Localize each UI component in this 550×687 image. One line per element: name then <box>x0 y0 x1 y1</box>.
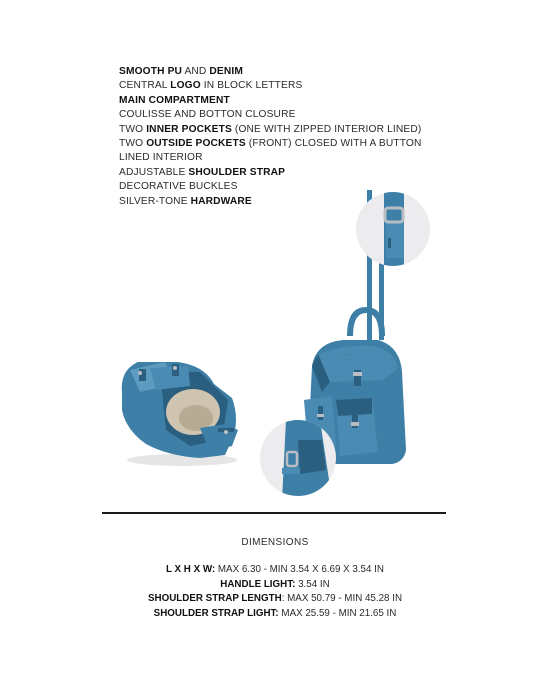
dimension-row <box>0 607 550 622</box>
dimension-label: SHOULDER STRAP LIGHT: <box>153 607 279 619</box>
svg-text:·····: ····· <box>342 352 350 357</box>
divider <box>102 512 446 514</box>
dimension-value: MAX 25.59 - MIN 21.65 IN <box>278 607 397 619</box>
feature-text: TWO <box>119 138 147 150</box>
feature-highlight: LOGO <box>170 80 201 92</box>
dimensions-title: DIMENSIONS <box>241 537 309 548</box>
front-pocket-buckle-detail <box>260 420 336 500</box>
feature-text: IN BLOCK LETTERS <box>200 80 303 92</box>
feature-highlight: MAIN COMPARTMENT <box>119 94 230 106</box>
dimensions-list <box>0 563 550 621</box>
feature-highlight: INNER POCKETS <box>146 123 232 135</box>
feature-highlight: OUTSIDE POCKETS <box>146 138 246 150</box>
feature-text: TWO <box>119 123 147 135</box>
dimension-label: SHOULDER STRAP LENGTH <box>147 593 282 605</box>
feature-highlight: DENIM <box>209 66 243 77</box>
dimension-value: MAX 6.30 - MIN 3.54 X 6.69 X 3.54 IN <box>215 564 384 575</box>
dimension-value: : MAX 50.79 - MIN 45.28 IN <box>281 593 403 605</box>
feature-text: COULISSE AND BOTTON CLOSURE <box>119 109 296 121</box>
feature-text: CENTRAL <box>119 80 171 92</box>
feature-text: SILVER-TONE <box>119 195 191 207</box>
feature-text: LINED INTERIOR <box>119 152 203 164</box>
feature-highlight: HARDWARE <box>190 195 252 207</box>
dimension-row <box>0 578 550 593</box>
dimension-row <box>0 592 550 607</box>
feature-highlight: SMOOTH PU <box>119 66 183 77</box>
feature-text: ADJUSTABLE <box>119 166 189 178</box>
feature-highlight: SHOULDER STRAP <box>188 166 286 178</box>
dimension-row <box>0 563 550 578</box>
backpack-open-top-view <box>122 362 238 466</box>
dimension-value: 3.54 IN <box>295 578 330 590</box>
feature-text: (FRONT) CLOSED WITH A BUTTON <box>245 138 422 150</box>
feature-text: (ONE WITH ZIPPED INTERIOR LINED) <box>231 123 422 135</box>
feature-text: AND <box>182 66 210 77</box>
feature-text: DECORATIVE BUCKLES <box>119 181 238 193</box>
dimension-label: HANDLE LIGHT: <box>220 578 296 590</box>
dimension-label: L X H X W: <box>166 564 216 575</box>
